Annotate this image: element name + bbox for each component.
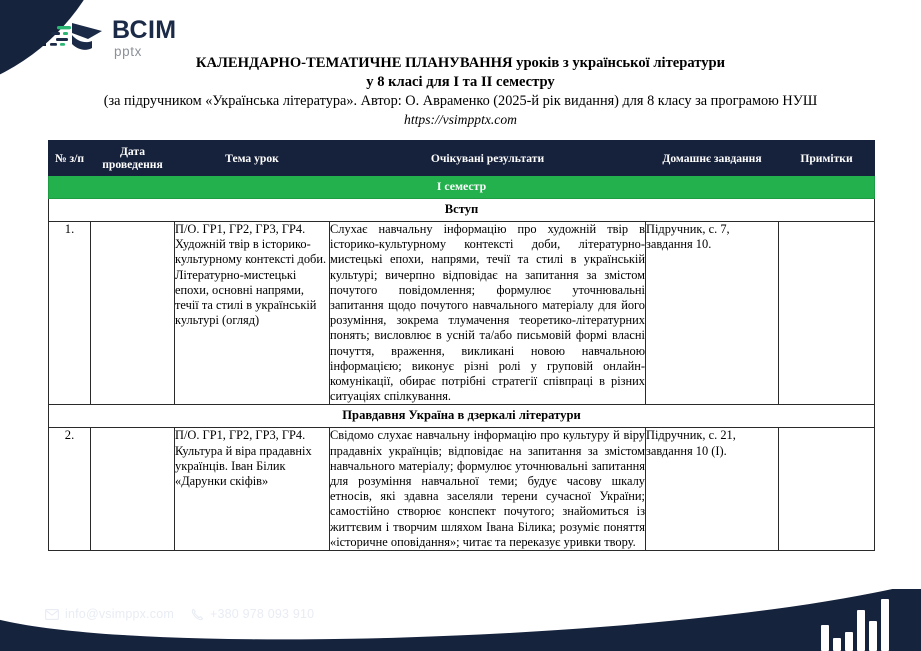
phone-icon — [191, 608, 204, 621]
table-header-row — [49, 141, 875, 176]
decoration-corner-top-left-fill — [0, 0, 46, 46]
cell-notes[interactable] — [779, 222, 875, 405]
cell-number: 1. — [49, 222, 91, 405]
semester-band-row — [49, 176, 875, 199]
cell-notes[interactable] — [779, 428, 875, 551]
footer-bar-2 — [833, 638, 841, 651]
column-header-number: № з/п — [49, 141, 91, 176]
cell-results: Свідомо слухає навчальну інформацію про культуру й віру прадавніх українців; відповідає на запитання за змістом навчального матеріалу; формулює уточнювальні запитання для розуміння навчальної теми; будує часову шкалу етносів, які здавна заселяли терени сучасної України; самостійно створює конспект почутого; знайомиться із життєвим і творчим шляхом Івана Білика; розуміє поняття «історичне оповідання»; читає та переказує уривки твору. — [330, 428, 645, 549]
table-row — [49, 428, 875, 551]
title-line-2: у 8 класі для І та ІІ семестру — [366, 74, 555, 90]
footer-bar-4 — [857, 610, 865, 651]
website-url: https://vsimpptx.com — [404, 112, 517, 127]
footer-phone-text: +380 978 093 910 — [209, 607, 315, 621]
footer-bar-chart-decoration — [821, 595, 899, 651]
cell-homework: Підручник, с. 7, завдання 10. — [646, 222, 779, 405]
cell-date[interactable] — [91, 222, 175, 405]
cell-date[interactable] — [91, 428, 175, 551]
logo-subtitle: pptx — [114, 43, 142, 59]
title-line-3: (за підручником «Українська література». Автор: О. Авраменко (2025-й рік видання) для 8 класу за програмою НУШ — [103, 93, 818, 109]
column-header-homework: Домашнє завдання — [646, 141, 779, 176]
logo-title: ВСІМ — [112, 15, 177, 44]
envelope-icon — [45, 609, 59, 620]
column-header-date: Дата проведення — [91, 141, 175, 176]
table-row — [49, 222, 875, 405]
cell-topic: П/О. ГР1, ГР2, ГР3, ГР4. Культура й віра прадавніх українців. Іван Білик «Дарунки скіфів» — [175, 428, 330, 551]
document-title-block — [0, 54, 921, 129]
calendar-thematic-planning-table — [48, 140, 875, 551]
cell-topic: П/О. ГР1, ГР2, ГР3, ГР4. Художній твір в історико-культурному контексті доби. Літературно-мистецькі епохи, основні напрями, течії та стилі в українській культурі (огляд) — [175, 222, 330, 405]
graduation-cap-icon — [47, 17, 105, 59]
footer-contacts — [45, 607, 314, 621]
footer-bar-3 — [845, 632, 853, 651]
semester-band-label: І семестр — [49, 176, 875, 199]
footer-bar-5 — [869, 621, 877, 651]
column-header-topic: Тема урок — [175, 141, 330, 176]
footer-phone[interactable] — [191, 607, 314, 621]
section-header-row-pradavnia — [49, 405, 875, 428]
footer-email[interactable] — [45, 607, 174, 621]
cell-results: Слухає навчальну інформацію про художній твір в історико-культурному контексті доби, літературно-мистецькі епохи, напрями, течії та стилі в українській культурі; вичерпно відповідає на запитання за змістом почутого повідомлення; формулює уточнювальні запитання щодо почутого навчального матеріалу для його розуміння, зокрема тлумачення теоретико-літературних понять; висловлює в усній та/або письмовій формі власні почуття, враження, викликані новою навчальною інформацією; виконує різні ролі у груповій онлайн-комунікації, обирає потрібні стратегії співпраці в різних ситуаціях спілкування. — [330, 222, 645, 404]
cell-number: 2. — [49, 428, 91, 551]
section-title-pradavnia: Правдавня Україна в дзеркалі літератури — [49, 405, 875, 428]
footer-email-text: info@vsimppx.com — [65, 607, 174, 621]
column-header-notes: Примітки — [779, 141, 875, 176]
section-header-row-vstup — [49, 199, 875, 222]
footer-bar-1 — [821, 625, 829, 651]
brand-logo — [47, 17, 177, 59]
footer-bar-6 — [881, 599, 889, 651]
cell-homework: Підручник, с. 21, завдання 10 (І). — [646, 428, 779, 551]
title-line-1: КАЛЕНДАРНО-ТЕМАТИЧНЕ ПЛАНУВАННЯ уроків з української літератури — [195, 55, 726, 71]
section-title-vstup: Вступ — [49, 199, 875, 222]
column-header-results: Очікувані результати — [330, 141, 646, 176]
page-footer — [0, 589, 921, 651]
